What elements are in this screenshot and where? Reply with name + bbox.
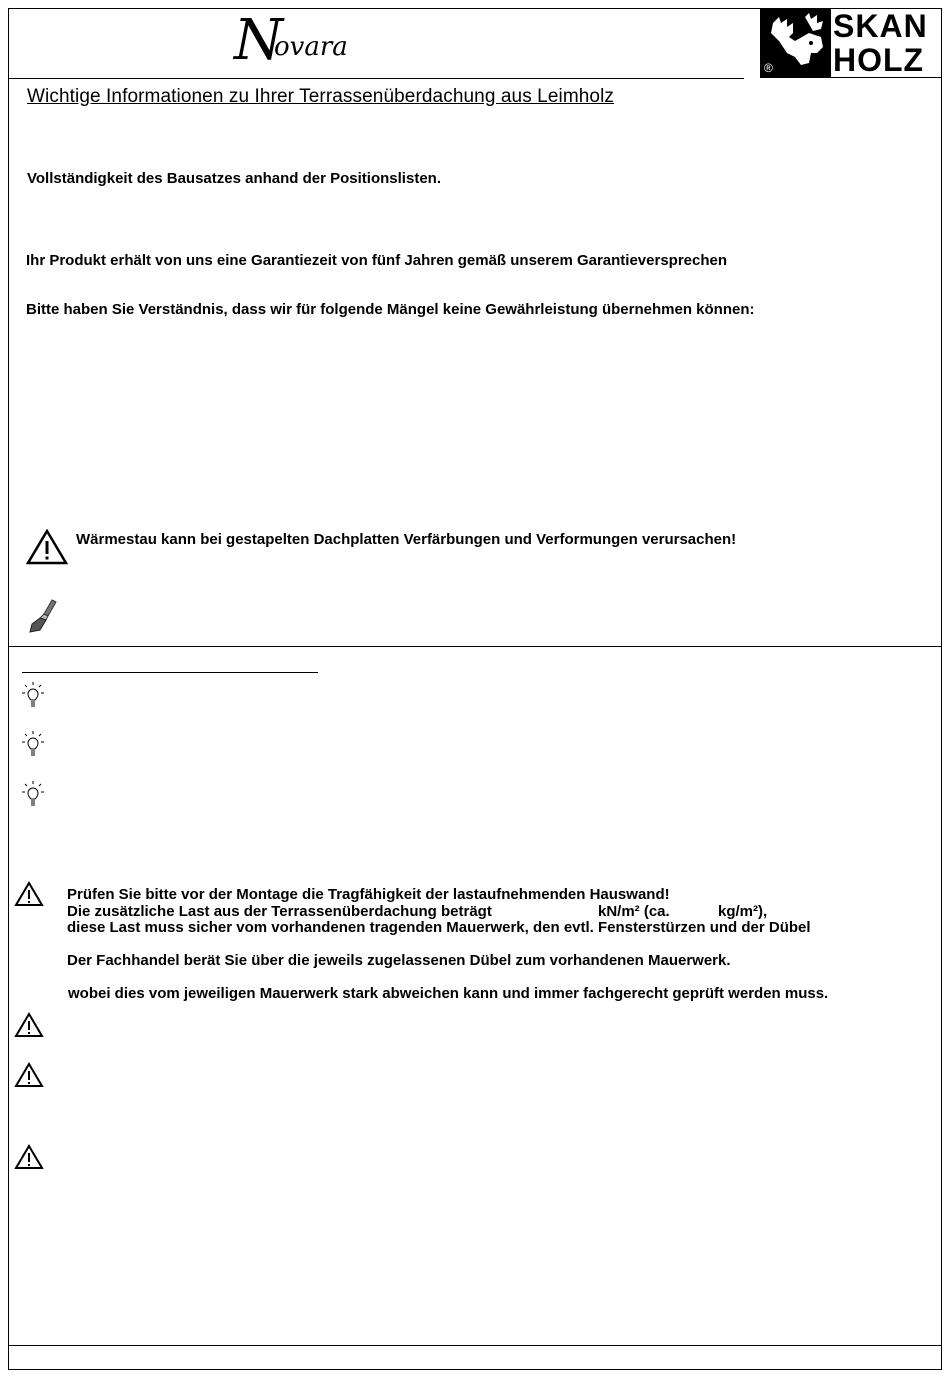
wall-load-text-a: Die zusätzliche Last aus der Terrassenüberdachung beträgt [67, 903, 492, 920]
novara-logo-initial: N [234, 8, 283, 73]
completeness-text: Vollständigkeit des Bausatzes anhand der Positionslisten. [27, 170, 441, 187]
lightbulb-icon [22, 682, 44, 710]
section-divider [8, 646, 942, 647]
wall-load-text-b: kN/m² (ca. [598, 903, 670, 920]
defects-intro-text: Bitte haben Sie Verständnis, dass wir für folgende Mängel keine Gewährleistung übernehmen können: [26, 301, 755, 318]
novara-logo-rest: ovara [274, 32, 348, 62]
warning-icon [14, 881, 44, 907]
warranty-text: Ihr Produkt erhält von uns eine Garantiezeit von fünf Jahren gemäß unserem Garantieversprechen [26, 252, 728, 269]
warning-icon [14, 1144, 44, 1170]
heat-warning-text: Wärmestau kann bei gestapelten Dachplatten Verfärbungen und Verformungen verursachen! [76, 531, 737, 548]
warning-icon [14, 1062, 44, 1088]
skanholz-logo [760, 8, 942, 78]
wall-load-text-c: kg/m²), [718, 903, 768, 920]
footer-rule [8, 1345, 942, 1346]
skanholz-registered-mark: ® [764, 61, 773, 75]
warning-icon [26, 529, 68, 565]
wall-check-text: Prüfen Sie bitte vor der Montage die Tragfähigkeit der lastaufnehmenden Hauswand! [67, 886, 670, 903]
page-frame [8, 8, 942, 1370]
section-heading-rule [22, 672, 318, 673]
page-title: Wichtige Informationen zu Ihrer Terrassenüberdachung aus Leimholz [27, 86, 615, 107]
skanholz-logo-line1: SKAN [833, 8, 928, 44]
wall-load-text-line3: diese Last muss sicher vom vorhandenen tragenden Mauerwerk, den evtl. Fensterstürzen und der Dübel [67, 919, 811, 936]
lightbulb-icon [22, 781, 44, 809]
dowel-advice-text: Der Fachhandel berät Sie über die jeweils zugelassenen Dübel zum vorhandenen Mauerwerk. [67, 952, 731, 969]
moose-icon [765, 13, 827, 69]
novara-logo [234, 10, 374, 76]
skanholz-logo-line2: HOLZ [833, 42, 925, 78]
warning-icon [14, 1012, 44, 1038]
masonry-note-text: wobei dies vom jeweiligen Mauerwerk stark abweichen kann und immer fachgerecht geprüft werden muss. [68, 985, 829, 1002]
header-rule [8, 78, 744, 79]
lightbulb-icon [22, 731, 44, 759]
paintbrush-icon [26, 598, 58, 634]
